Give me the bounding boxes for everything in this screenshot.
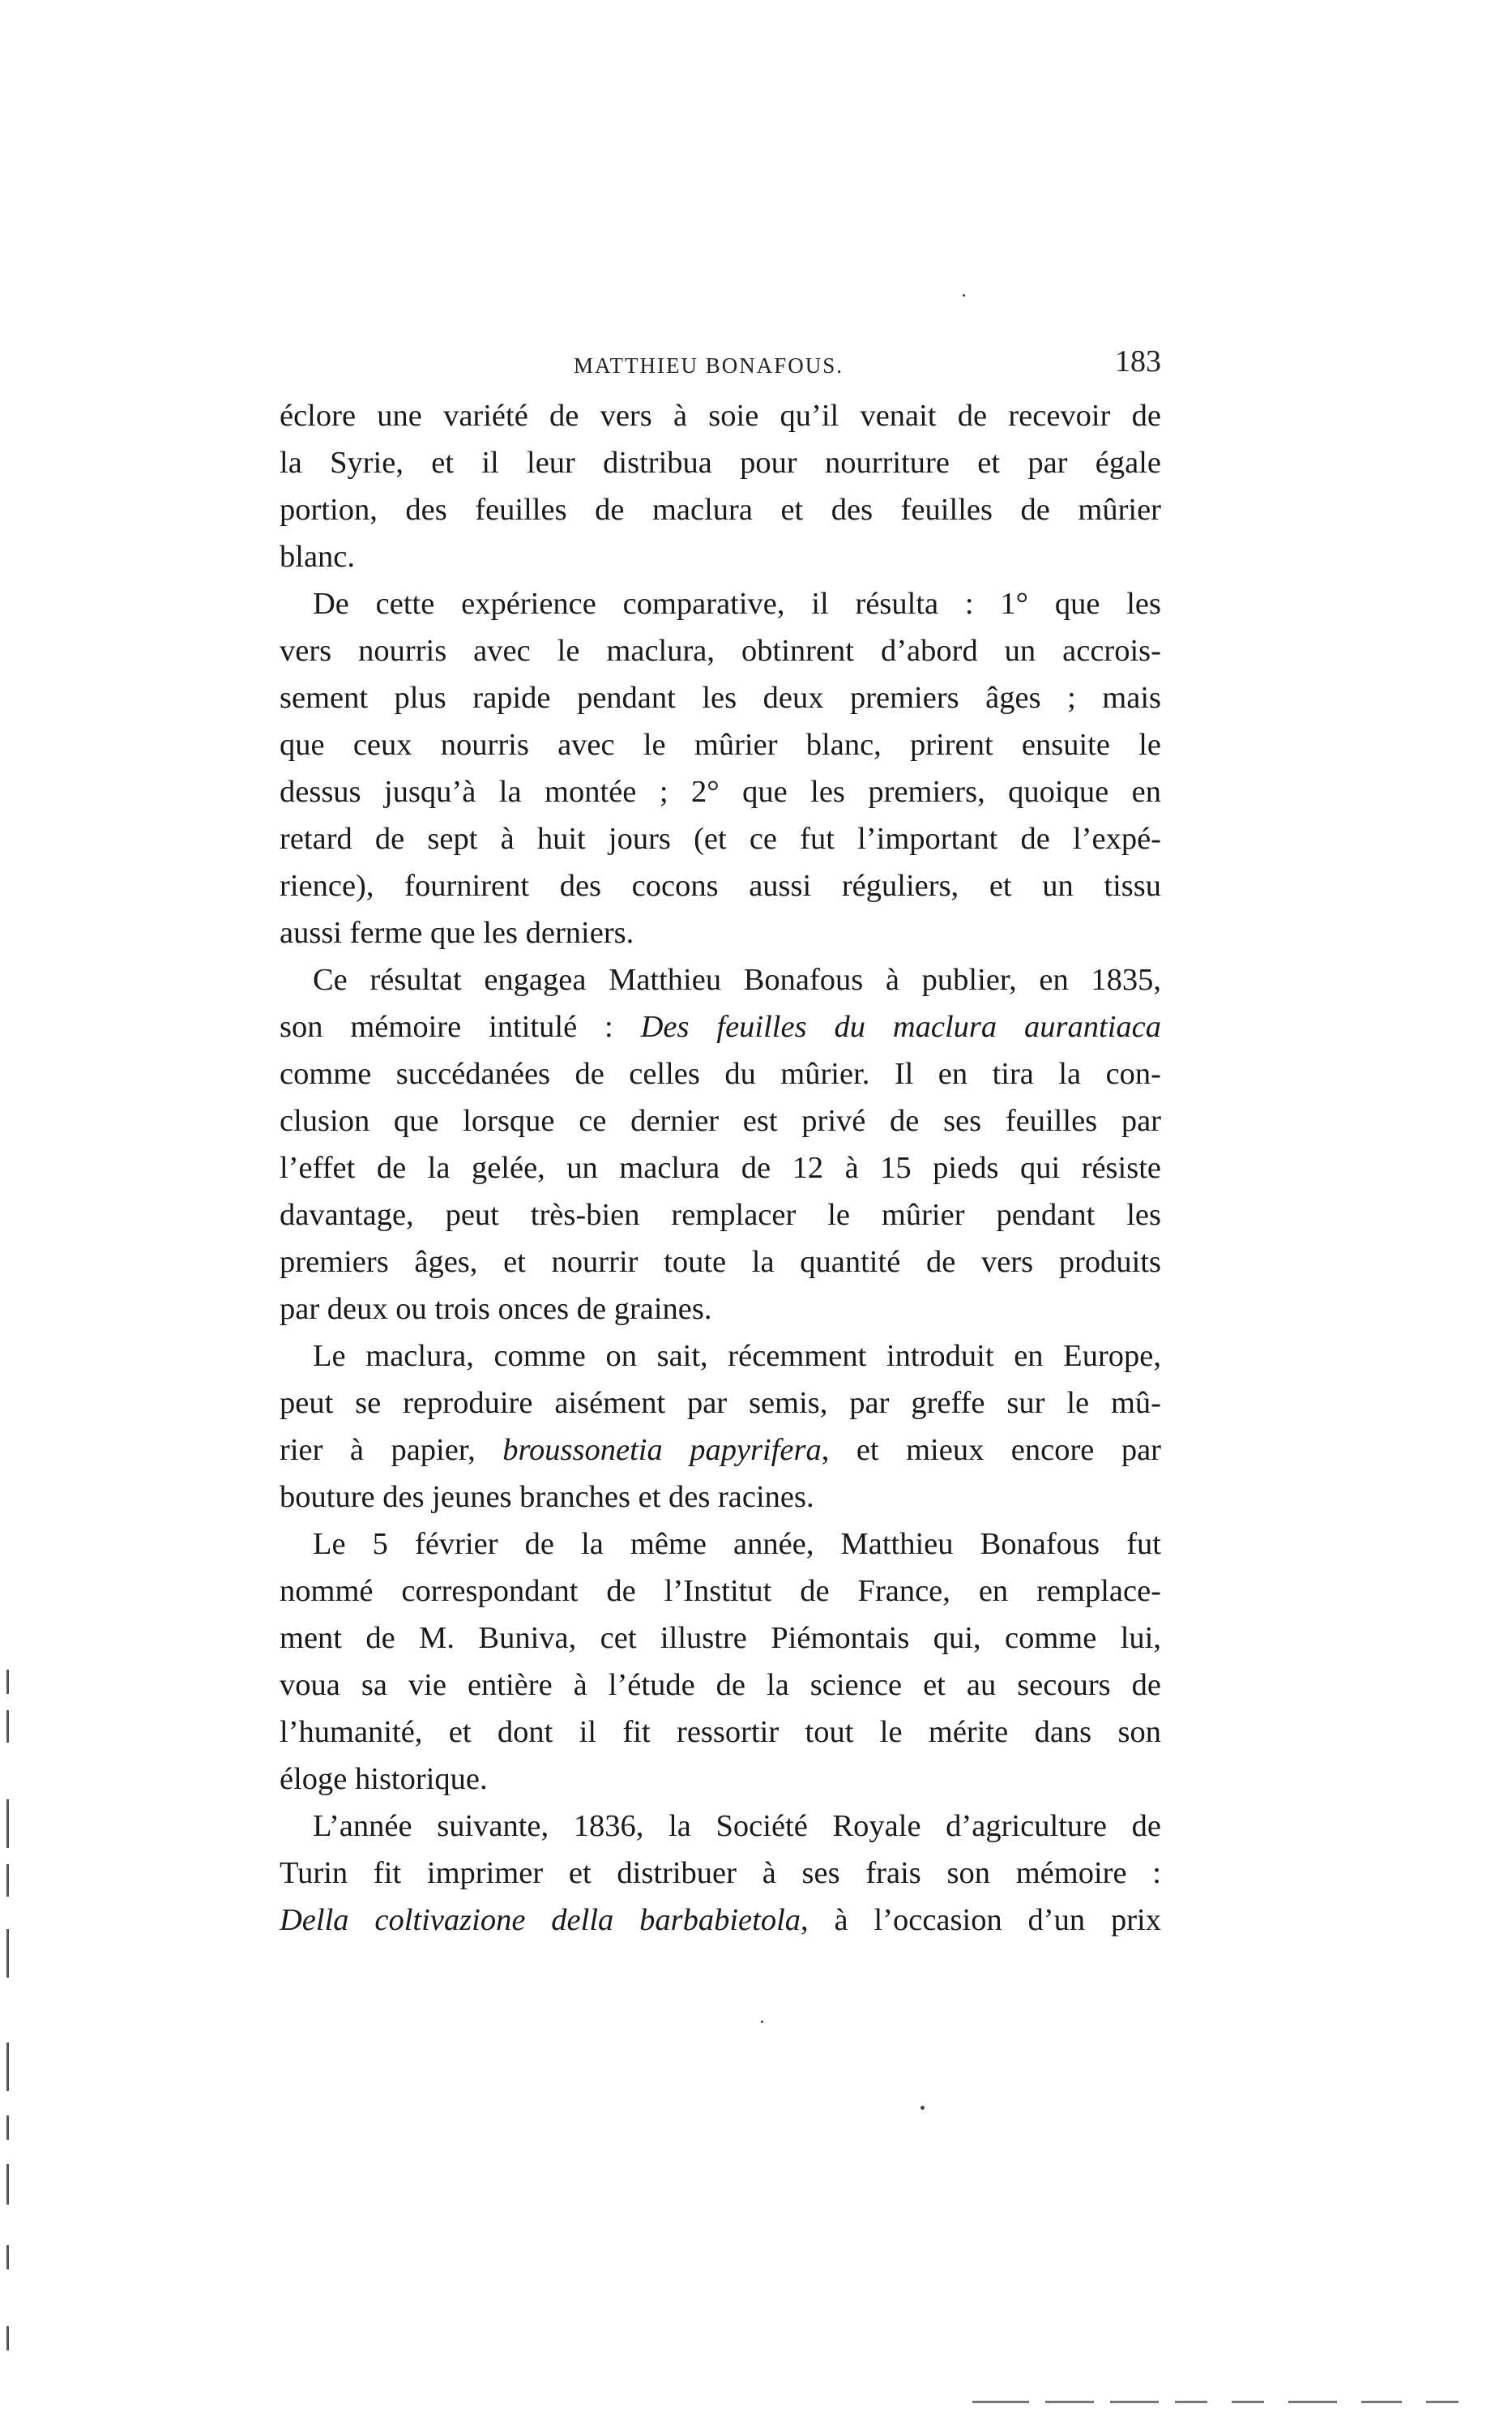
- text-line: l’humanité, et dont il fit ressortir tout le mérite dans son: [280, 1715, 1161, 1749]
- text-line: éclore une variété de vers à soie qu’il venait de recevoir de: [280, 399, 1161, 433]
- scan-dash: [1426, 2401, 1459, 2403]
- scan-mark: [6, 2042, 9, 2091]
- text-line: bouture des jeunes branches et des racines.: [280, 1480, 814, 1514]
- text-line: [280, 1427, 1161, 1474]
- text-line: sement plus rapide pendant les deux premiers âges ; mais: [280, 681, 1161, 715]
- text-line: De cette expérience comparative, il résulta : 1° que les: [313, 587, 1161, 621]
- running-head: MATTHIEU BONAFOUS.: [574, 353, 844, 378]
- scan-dash: [1361, 2401, 1402, 2403]
- scan-dash: [1175, 2401, 1207, 2403]
- italic-title: Des feuilles du maclura aurantiaca: [640, 1010, 1162, 1044]
- text-line: retard de sept à huit jours (et ce fut l’important de l’expé-: [280, 822, 1161, 856]
- scan-dash: [1232, 2401, 1264, 2403]
- scan-dash: [1045, 2401, 1094, 2403]
- text-line: Le maclura, comme on sait, récemment introduit en Europe,: [313, 1339, 1161, 1373]
- text-line: par deux ou trois onces de graines.: [280, 1292, 712, 1326]
- text-line: la Syrie, et il leur distribua pour nourriture et par égale: [280, 446, 1161, 480]
- scan-mark: [6, 2326, 9, 2350]
- scan-mark: [6, 1670, 9, 1694]
- scan-margin-marks: [0, 1653, 11, 2383]
- page-number: 183: [1115, 344, 1161, 379]
- text-line: Le 5 février de la même année, Matthieu Bonafous fut: [313, 1527, 1161, 1561]
- scan-bottom-marks: [972, 2401, 1499, 2406]
- scan-mark: [6, 1799, 9, 1848]
- paragraph-6: [280, 1803, 1161, 1944]
- page-header: [280, 344, 1161, 384]
- text-line: [280, 1897, 1161, 1944]
- scan-dash: [1288, 2401, 1337, 2403]
- scan-mark: [6, 1929, 9, 1978]
- italic-memoir: Della coltivazione della barbabietola: [280, 1903, 801, 1937]
- paragraph-4: [280, 1332, 1161, 1521]
- text-line: aussi ferme que les derniers.: [280, 916, 634, 950]
- paragraph-2: [280, 580, 1161, 956]
- paragraph-3: [280, 956, 1161, 1332]
- body-text: [280, 392, 1161, 1944]
- scan-mark: [6, 1864, 9, 1897]
- text-line: clusion que lorsque ce dernier est privé de ses feuilles par: [280, 1104, 1161, 1138]
- italic-species: broussonetia papyrifera: [502, 1433, 822, 1467]
- text-line: peut se reproduire aisément par semis, par greffe sur le mû-: [280, 1386, 1161, 1420]
- text-line: nommé correspondant de l’Institut de France, en remplace-: [280, 1574, 1161, 1608]
- text-line: L’année suivante, 1836, la Société Royale d’agriculture de: [313, 1809, 1161, 1843]
- text-fragment: , et mieux encore par: [821, 1433, 1162, 1467]
- text-line: portion, des feuilles de maclura et des feuilles de mûrier: [280, 493, 1161, 527]
- scan-speck: [963, 294, 965, 297]
- text-line: blanc.: [280, 540, 355, 574]
- scan-mark: [6, 1710, 9, 1743]
- text-fragment: , à l’occasion d’un prix: [801, 1903, 1161, 1937]
- text-line: éloge historique.: [280, 1762, 488, 1796]
- scan-speck: [761, 2021, 763, 2023]
- paragraph-1: [280, 392, 1161, 580]
- text-line: voua sa vie entière à l’étude de la science et au secours de: [280, 1668, 1161, 1702]
- scan-mark: [6, 2115, 9, 2140]
- scan-mark: [6, 2164, 9, 2205]
- scan-dash: [972, 2401, 1029, 2403]
- text-line: [280, 1003, 1161, 1050]
- scan-mark: [6, 2245, 9, 2269]
- text-line: Ce résultat engagea Matthieu Bonafous à publier, en 1835,: [313, 963, 1161, 997]
- text-line: Turin fit imprimer et distribuer à ses frais son mémoire :: [280, 1856, 1161, 1890]
- text-line: premiers âges, et nourrir toute la quantité de vers produits: [280, 1245, 1161, 1279]
- text-line: davantage, peut très-bien remplacer le mûrier pendant les: [280, 1198, 1161, 1232]
- text-line: vers nourris avec le maclura, obtinrent d’abord un accrois-: [280, 634, 1161, 668]
- text-line: que ceux nourris avec le mûrier blanc, prirent ensuite le: [280, 728, 1161, 762]
- text-line: ment de M. Buniva, cet illustre Piémontais qui, comme lui,: [280, 1621, 1161, 1655]
- text-line: l’effet de la gelée, un maclura de 12 à 15 pieds qui résiste: [280, 1151, 1161, 1185]
- text-line: rience), fournirent des cocons aussi réguliers, et un tissu: [280, 869, 1161, 903]
- text-line: comme succédanées de celles du mûrier. Il en tira la con-: [280, 1057, 1161, 1091]
- text-fragment: son mémoire intitulé :: [280, 1010, 613, 1044]
- text-fragment: rier à papier,: [280, 1433, 476, 1467]
- text-line: dessus jusqu’à la montée ; 2° que les premiers, quoique en: [280, 775, 1161, 809]
- scan-speck: [920, 2106, 925, 2110]
- scan-dash: [1110, 2401, 1159, 2403]
- paragraph-5: [280, 1521, 1161, 1803]
